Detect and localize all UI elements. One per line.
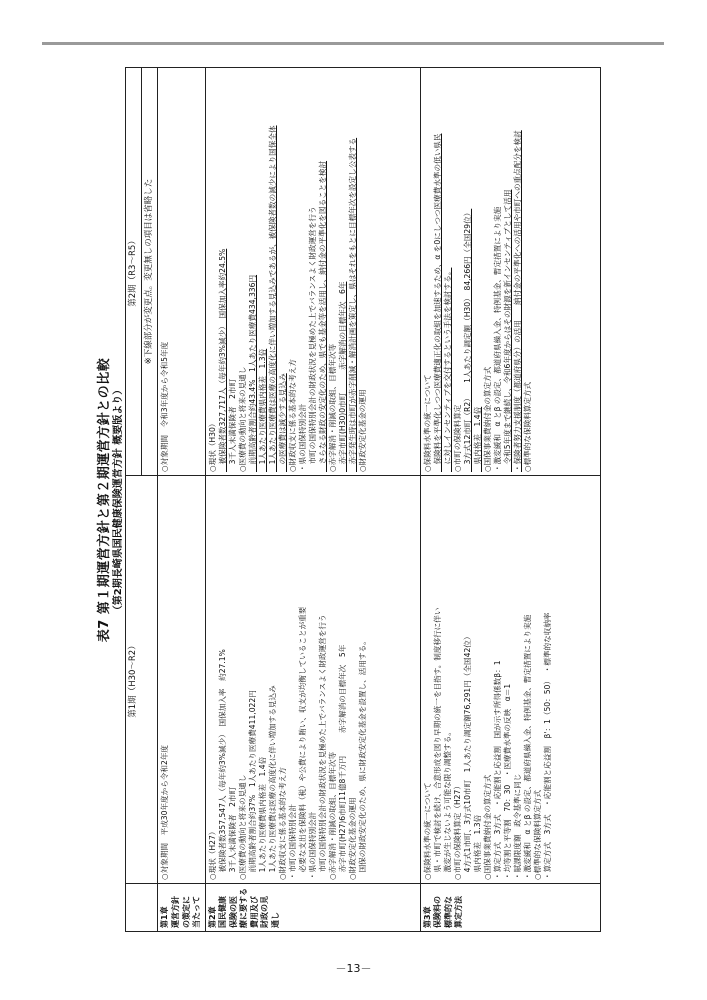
cell-line: 1人あたり医療費は医療の高度化に伴い増加する見込みであるが、被保険者数の減少により国保全体 — [267, 125, 277, 472]
period-2-cell — [205, 68, 420, 476]
cell-line: 第3章 — [422, 906, 432, 928]
cell-line: 保険の医 — [228, 896, 238, 928]
cell-line: ・均等割と平等割 70：30 ・医療費水準の反映 α＝1 — [502, 683, 512, 880]
period-1-cell — [158, 476, 205, 884]
period-1-cell — [205, 476, 420, 884]
cell-line: ○医療費の動向と将来の見通し — [237, 366, 247, 472]
cell-line: 市町の国保特別会計の財政状況を見極めた上でバランスよく財政運営を行う — [317, 614, 327, 880]
cell-line: ・保険者努力支援制度（都道府県分）の活用 納付金の平準化への活用や市町への重点配分を検討 — [512, 130, 522, 472]
cell-line: 1人あたり医療費県内格差 1.3倍 — [257, 348, 267, 472]
cell-line: 3千人未満保険者 2市町 — [227, 786, 237, 880]
cell-line: ・県の国保特別会計 — [297, 403, 307, 472]
cell-line: 被保険者数357,547人（毎年約3%減少） 国保加入率 約27.1% — [217, 649, 227, 880]
cell-line: ○財政安定化基金の運用 — [347, 797, 357, 880]
header-note: ※下線部分が変更点。変更無しの項目は省略した — [142, 68, 158, 476]
cell-line: 第1章 — [160, 906, 170, 928]
cell-line: 3千人未満保険者 2市町 — [227, 378, 237, 472]
cell-line: ○対象期間 令和3年度から令和5年度 — [160, 341, 170, 472]
cell-line: ○医療費の動向と将来の見通し — [237, 774, 247, 880]
cell-line: 標準的な — [443, 896, 453, 928]
cell-line: 当たって — [192, 896, 202, 928]
cell-line: 赤字市町(H30)0市町 赤字解消の目標年次 6年 — [337, 281, 347, 472]
cell-line: 費用及び — [249, 896, 259, 928]
cell-line: ・算定方式 3方式 ・応能割と応益割 国が示す所得係数β：1 — [492, 660, 502, 880]
cell-line: 前期高齢者割合約43.4% 1人あたり医療費434,336円 — [247, 274, 257, 472]
table-subtitle: （第2期長崎県国民健康保険運営方針 概要版より） — [113, 384, 124, 616]
cell-line: 赤字市町(H27)6市町11億8千万円 赤字解消の目標年次 5年 — [337, 644, 347, 880]
cell-line: ・激変緩和 α とβ の設定、都道府県繰入金、特例基金、暫定措置により実施 — [522, 614, 532, 880]
cell-line: 市町の国保特別会計の財政状況を見極めた上でバランスよく財政運営を行う — [307, 206, 317, 472]
cell-line: 被保険者数327,717人（毎年約3%減少） 国保加入率約24.5% — [217, 248, 227, 472]
cell-line: 4方式1市町、3方式10市町 1人あたり調定額76,291円（全国42位） — [462, 632, 472, 880]
period-2-cell — [158, 68, 205, 476]
cell-line: 財政の見 — [260, 896, 270, 928]
cell-line: ○国保事業費納付金の算定方式 — [482, 366, 492, 472]
cell-line: ○市町の保険料算定 — [452, 404, 462, 472]
cell-line: の策定に — [181, 896, 191, 928]
page-number: －13－ — [335, 962, 372, 975]
cell-line: 前期高齢者割合約37% 1人あたり医療費411,022円 — [247, 690, 257, 880]
cell-line: ○保険料水準の統一について — [422, 782, 432, 880]
cell-line: 県・市町で検討を続け、合意形成を図り早期の統一を目指す。制度移行に伴い — [432, 607, 442, 880]
cell-line: 保険料の — [433, 896, 443, 928]
rotated-page-content — [93, 68, 663, 932]
chapter-cell — [158, 884, 205, 932]
cell-line: ・激変緩和 α とβ の設定、都道府県繰入金、特例基金、暫定措置により実施 — [492, 206, 502, 472]
cell-line: ○保険料水準の統一について — [422, 374, 432, 472]
cell-line: 保険料を平準化しつつ医療費適正化の取組を加速するため、α を0にしつつ医療費水準の低い県民 — [432, 133, 442, 472]
table-title: 表7 第１期運営方針と第２期運営方針との比較 — [97, 357, 112, 643]
cell-line: 県内格差 1.3倍 — [472, 814, 482, 880]
period-1-cell — [420, 476, 600, 884]
table-row — [205, 68, 420, 932]
cell-line: 通し — [270, 912, 280, 928]
header-period-2: 第2期（R3～R5） — [126, 68, 142, 476]
cell-line: 第2章 — [207, 906, 217, 928]
cell-line: 令和5年度まで継続し、令和6年度からはその財源を新インセンティブとして活用 — [502, 189, 512, 472]
cell-line: ○現状（H27） — [207, 827, 217, 880]
cell-line: ○対象期間 平成30年度から令和2年度 — [160, 744, 170, 880]
cell-line: ○現状（H30） — [207, 419, 217, 472]
cell-line: ・県の国保特別会計 — [307, 811, 317, 880]
period-2-cell — [420, 68, 600, 476]
cell-line: 赤字発生時は市町が赤字削減・解消計画を策定し、県はそれをもとに目標年次を設定し公表する — [347, 137, 357, 472]
chapter-cell — [420, 884, 600, 932]
cell-line: 3方式12市町（R2） 1人あたり調定額（H30） 84,266円（全国29位） — [462, 208, 472, 472]
header-chapter — [126, 884, 158, 932]
cell-line: ○国保事業費納付金の算定方式 — [482, 774, 492, 880]
cell-line: ・賦課限度額 政令基準に同じ — [512, 773, 522, 880]
header-rule — [42, 42, 664, 45]
cell-line: の医療費は減少する見込み — [277, 373, 287, 472]
comparison-table — [125, 67, 601, 932]
table-row — [420, 68, 600, 932]
cell-line: 必要な支出を保険料（税）や公費により賄い、収支が均衡していることが重要 — [297, 606, 307, 880]
header-period-1: 第1期（H30～R2） — [126, 476, 158, 884]
cell-line: さらなる財政の安定化のため、県でも基金等を活用し、納付金の平準化を図ることを検討 — [317, 160, 327, 472]
cell-line: ○財政収支に係る基本的な考え方 — [277, 767, 287, 880]
table-row — [158, 68, 205, 932]
cell-line: ・算定方式 3方式 ・応能割と応益割 β'：1（50：50） ・標準的な収納率 — [542, 612, 552, 880]
cell-line: 1人あたり医療費県内格差 1.4倍 — [257, 756, 267, 880]
cell-line: ○赤字解消・削減の取組、目標年次等 — [327, 751, 337, 880]
chapter-cell — [205, 884, 420, 932]
cell-line: 1人あたり医療費は医療の高度化に伴い増加する見込み — [267, 685, 277, 880]
cell-line: ・市町の国保特別会計 — [287, 804, 297, 880]
cell-line: ○市町の保険料算定（H27） — [452, 782, 462, 880]
cell-line: ○標準的な保険料算定方式 — [532, 789, 542, 880]
cell-line: 国民健康 — [218, 896, 228, 928]
cell-line: ○赤字解消・削減の取組、目標年次等 — [327, 343, 337, 472]
cell-line: ○標準的な保険料算定方式 — [522, 381, 532, 472]
cell-line: 県内格差 1.4倍 — [472, 406, 482, 472]
table-body — [158, 68, 600, 932]
cell-line: 算定方法 — [454, 896, 464, 928]
header-row — [126, 68, 142, 932]
cell-line: 療に要する — [239, 888, 249, 928]
cell-line: に対しインセンティブを交付するという手法を検討する。 — [442, 267, 452, 472]
cell-line: 運営方針 — [170, 896, 180, 928]
cell-line: ○財政安定化基金の運用 — [357, 389, 367, 472]
cell-line: ○財政収支に係る基本的な考え方 — [287, 359, 297, 472]
cell-line: 激変が生じないよう可能な限り調整する。 — [442, 728, 452, 880]
cell-line: 国保の財政安定化のため、県に財政安定化基金を設置し、活用する。 — [357, 637, 367, 880]
